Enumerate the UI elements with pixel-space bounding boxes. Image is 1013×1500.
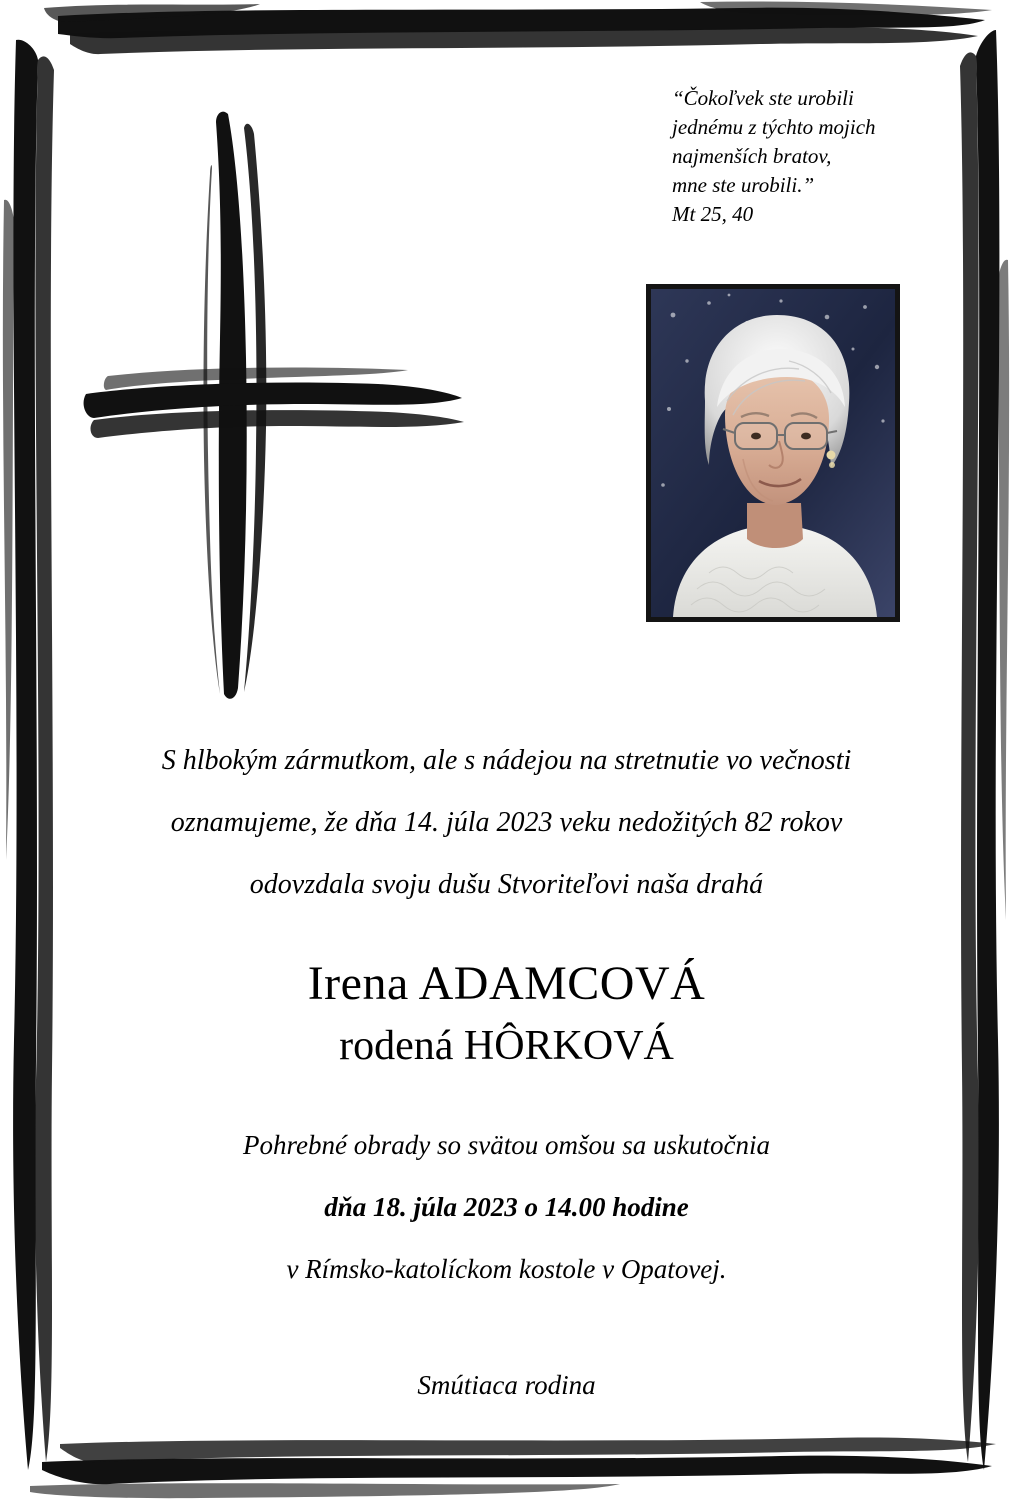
portrait-photo bbox=[651, 289, 895, 617]
cross-icon bbox=[78, 108, 468, 708]
ceremony-intro: Pohrebné obrady so svätou omšou sa uskutočnia bbox=[243, 1130, 770, 1160]
announcement-line-3: odovzdala svoju dušu Stvoriteľovi naša drahá bbox=[249, 869, 764, 900]
quote-reference: Mt 25, 40 bbox=[672, 202, 754, 226]
deceased-name-block bbox=[60, 954, 953, 1074]
ceremony-datetime: dňa 18. júla 2023 o 14.00 hodine bbox=[324, 1192, 689, 1222]
portrait-frame bbox=[646, 284, 900, 622]
deceased-name: Irena ADAMCOVÁ bbox=[307, 957, 706, 1010]
cross-symbol bbox=[78, 108, 468, 708]
deceased-maiden-name: rodená HÔRKOVÁ bbox=[339, 1023, 674, 1069]
announcement-line-2: oznamujeme, že dňa 14. júla 2023 veku nedožitých 82 rokov bbox=[170, 807, 843, 838]
quote-line-4: mne ste urobili.” bbox=[672, 173, 815, 197]
closing-text: Smútiaca rodina bbox=[417, 1370, 596, 1400]
ceremony-place: v Rímsko-katolíckom kostole v Opatovej. bbox=[286, 1254, 727, 1284]
scripture-quote bbox=[672, 84, 972, 229]
announcement-body bbox=[60, 730, 953, 1401]
quote-line-2: jednému z týchto mojich bbox=[672, 115, 876, 139]
quote-line-1: “Čokoľvek ste urobili bbox=[672, 86, 854, 110]
ceremony-details bbox=[60, 1114, 953, 1300]
announcement-line-1: S hlbokým zármutkom, ale s nádejou na stretnutie vo večnosti bbox=[161, 745, 852, 776]
quote-line-3: najmenších bratov, bbox=[672, 144, 832, 168]
